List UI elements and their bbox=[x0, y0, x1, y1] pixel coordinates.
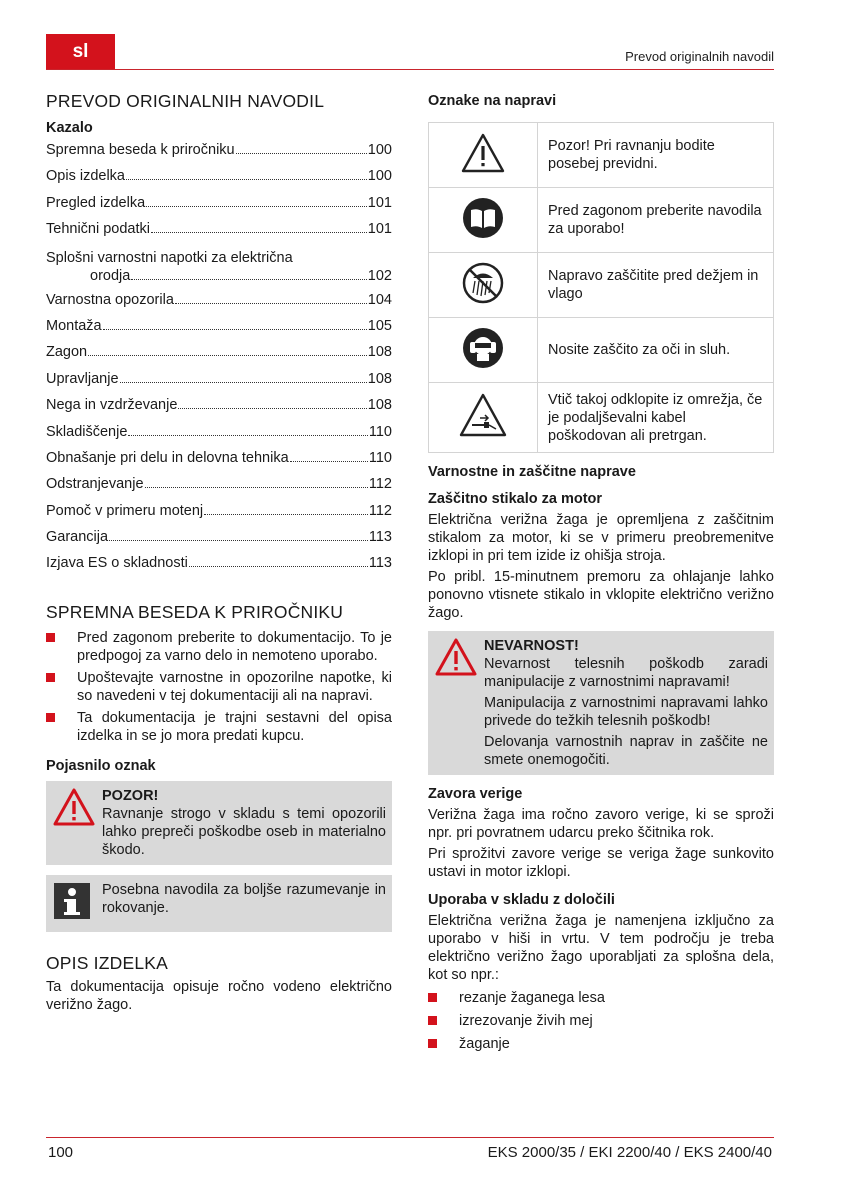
toc-item-label: Garancija bbox=[46, 529, 109, 546]
toc-item-label: Splošni varnostni napotki za električna bbox=[46, 249, 293, 266]
description-title: OPIS IZDELKA bbox=[46, 952, 169, 973]
toc-item-page: 100 bbox=[367, 168, 392, 185]
toc-item-page: 108 bbox=[367, 344, 392, 361]
toc-item-label: Spremna beseda k priročniku bbox=[46, 142, 235, 158]
toc-item-page: 113 bbox=[368, 529, 392, 546]
list-item: izrezovanje živih mej bbox=[428, 1012, 774, 1030]
danger-notice bbox=[428, 631, 774, 775]
footer-model: EKS 2000/35 / EKI 2200/40 / EKS 2400/40 bbox=[487, 1144, 772, 1161]
motor-switch-title: Zaščitno stikalo za motor bbox=[428, 491, 603, 507]
bullet-square-icon bbox=[428, 1039, 437, 1048]
toc-item-page: 113 bbox=[368, 555, 392, 572]
toc-item[interactable] bbox=[46, 423, 392, 449]
toc-item-label: Opis izdelka bbox=[46, 168, 125, 185]
sign-text: Napravo zaščitite pred dežjem in vlago bbox=[538, 253, 774, 318]
info-text: Posebna navodila za boljše razumevanje in rokovanje. bbox=[102, 881, 386, 916]
toc-item-label: Upravljanje bbox=[46, 370, 119, 387]
intended-use-text: Električna verižna žaga je namenjena izključno za uporabo v hiši in vrtu. V tem področju je treba električno verižno žago uporabljati za splošna dela, kot so npr.: bbox=[428, 913, 774, 983]
toc-item[interactable] bbox=[46, 167, 392, 193]
motor-switch-text: Električna verižna žaga je opremljena z zaščitnim stikalom za motor, ki se v primeru preobremenitve izklopi in pri tem izide iz ohišja stroja. bbox=[428, 512, 774, 564]
warning-triangle-icon bbox=[52, 787, 102, 859]
toc-item[interactable] bbox=[46, 249, 392, 285]
bullet-square-icon bbox=[46, 633, 55, 642]
toc-item-label: Odstranjevanje bbox=[46, 476, 144, 493]
warning-triangle-icon bbox=[460, 162, 506, 178]
chain-brake-title: Zavora verige bbox=[428, 786, 523, 802]
toc-item-page: 110 bbox=[368, 423, 392, 440]
description-text: Ta dokumentacija opisuje ročno vodeno električno verižno žago. bbox=[46, 978, 392, 1013]
sign-text: Pozor! Pri ravnanju bodite posebej previdni. bbox=[538, 123, 774, 188]
toc-item[interactable] bbox=[46, 449, 392, 475]
toc-item-page: 108 bbox=[367, 370, 392, 387]
header-title: Prevod originalnih navodil bbox=[625, 49, 774, 64]
toc-item-page: 101 bbox=[367, 221, 392, 238]
toc-item-label-cont: orodja bbox=[90, 267, 131, 284]
danger-heading: NEVARNOST! bbox=[484, 638, 579, 654]
toc-item[interactable] bbox=[46, 396, 392, 422]
list-item: rezanje žaganega lesa bbox=[428, 989, 774, 1007]
list-item: Upoštevajte varnostne in opozorilne napotke, ki so navedeni v tej dokumentaciji ali na napravi. bbox=[46, 669, 392, 705]
toc-item[interactable] bbox=[46, 502, 392, 528]
table-row bbox=[429, 188, 774, 253]
caution-notice bbox=[46, 781, 392, 865]
caution-text: Ravnanje strogo v skladu s temi opozorili lahko prepreči poškodbe oseb in materialno škodo. bbox=[102, 805, 386, 858]
toc-item-page: 100 bbox=[367, 142, 392, 158]
info-notice bbox=[46, 875, 392, 932]
bullet-square-icon bbox=[46, 713, 55, 722]
bullet-square-icon bbox=[428, 1016, 437, 1025]
danger-text: Manipulacija z varnostnimi napravami lahko privede do težkih telesnih poškodb! bbox=[484, 695, 768, 729]
toc-item[interactable] bbox=[46, 554, 392, 580]
toc-item-label: Tehnični podatki bbox=[46, 221, 150, 238]
legend-title: Pojasnilo oznak bbox=[46, 757, 156, 774]
chain-brake-text-2: Pri sprožitvi zavore verige se veriga žage sunkovito ustavi in motor izklopi. bbox=[428, 846, 774, 880]
chain-brake-text: Verižna žaga ima ročno zavoro verige, ki se sproži npr. pri povratnem udarcu preko ščitnika rok. bbox=[428, 807, 774, 841]
toc-item-page: 102 bbox=[367, 267, 392, 284]
left-column bbox=[46, 90, 392, 1014]
toc-title: Kazalo bbox=[46, 120, 93, 136]
list-item: žaganje bbox=[428, 1035, 774, 1053]
signs-title: Oznake na napravi bbox=[428, 93, 557, 109]
intended-use-title: Uporaba v skladu z določili bbox=[428, 892, 615, 908]
toc-item-label: Montaža bbox=[46, 317, 102, 334]
toc-item[interactable] bbox=[46, 528, 392, 554]
foreword-list bbox=[46, 629, 392, 745]
toc-item-label: Pomoč v primeru motenj bbox=[46, 502, 204, 519]
table-row bbox=[429, 123, 774, 188]
toc-item[interactable] bbox=[46, 317, 392, 343]
header-divider bbox=[46, 69, 774, 70]
toc-item[interactable] bbox=[46, 194, 392, 220]
toc-item-label: Varnostna opozorila bbox=[46, 291, 174, 308]
danger-text: Nevarnost telesnih poškodb zaradi manipulacije z varnostnimi napravami! bbox=[484, 656, 768, 690]
toc-item-page: 104 bbox=[367, 291, 392, 308]
foreword-title: SPREMNA BESEDA K PRIROČNIKU bbox=[46, 601, 344, 622]
toc-item-label: Nega in vzdrževanje bbox=[46, 397, 178, 414]
language-tab: sl bbox=[46, 34, 115, 70]
toc-item[interactable] bbox=[46, 291, 392, 317]
info-icon bbox=[52, 881, 102, 926]
page-number: 100 bbox=[48, 1144, 74, 1161]
toc-item-page: 108 bbox=[367, 397, 392, 414]
warning-triangle-icon bbox=[434, 637, 484, 769]
safety-devices-title: Varnostne in zaščitne naprave bbox=[428, 464, 636, 480]
list-item: Ta dokumentacija je trajni sestavni del opisa izdelka in se jo mora predati kupcu. bbox=[46, 709, 392, 745]
main-title: PREVOD ORIGINALNIH NAVODIL bbox=[46, 91, 325, 111]
intended-use-list bbox=[428, 989, 774, 1053]
list-item: Pred zagonom preberite to dokumentacijo. To je predpogoj za varno delo in nemoteno uporabo. bbox=[46, 629, 392, 665]
read-manual-icon bbox=[462, 227, 504, 243]
toc-item[interactable] bbox=[46, 220, 392, 246]
sign-text: Pred zagonom preberite navodila za uporabo! bbox=[538, 188, 774, 253]
sign-text: Nosite zaščito za oči in sluh. bbox=[538, 318, 774, 383]
toc-item-label: Izjava ES o skladnosti bbox=[46, 555, 188, 572]
table-of-contents bbox=[46, 141, 392, 581]
toc-item-page: 112 bbox=[368, 476, 392, 493]
sign-text: Vtič takoj odklopite iz omrežja, če je podaljševalni kabel poškodovan ali pretrgan. bbox=[538, 383, 774, 453]
danger-text: Delovanja varnostnih naprav in zaščite ne smete onemogočiti. bbox=[484, 734, 768, 768]
toc-item[interactable] bbox=[46, 370, 392, 396]
no-rain-icon bbox=[461, 293, 505, 309]
motor-switch-text-2: Po pribl. 15-minutnem premoru za ohlajanje lahko ponovno vtisnete stikalo in vklopite električno verižno žago. bbox=[428, 569, 774, 621]
toc-item-label: Zagon bbox=[46, 344, 88, 361]
toc-item-page: 105 bbox=[367, 317, 392, 334]
toc-item[interactable] bbox=[46, 475, 392, 501]
toc-item[interactable] bbox=[46, 141, 392, 167]
table-row bbox=[429, 318, 774, 383]
toc-item-page: 112 bbox=[368, 502, 392, 519]
toc-item-label: Pregled izdelka bbox=[46, 194, 146, 211]
table-row bbox=[429, 253, 774, 318]
bullet-square-icon bbox=[46, 673, 55, 682]
toc-item-page: 110 bbox=[368, 449, 392, 466]
toc-item-page: 101 bbox=[367, 194, 392, 211]
unplug-warning-icon bbox=[458, 426, 508, 442]
toc-item[interactable] bbox=[46, 343, 392, 369]
signs-table bbox=[428, 122, 774, 453]
footer-divider bbox=[46, 1137, 774, 1138]
eye-ear-protection-icon bbox=[462, 357, 504, 373]
table-row bbox=[429, 383, 774, 453]
toc-item-label: Obnašanje pri delu in delovna tehnika bbox=[46, 449, 289, 466]
toc-item-label: Skladiščenje bbox=[46, 423, 128, 440]
caution-heading: POZOR! bbox=[102, 787, 159, 804]
bullet-square-icon bbox=[428, 993, 437, 1002]
right-column bbox=[428, 90, 774, 1053]
